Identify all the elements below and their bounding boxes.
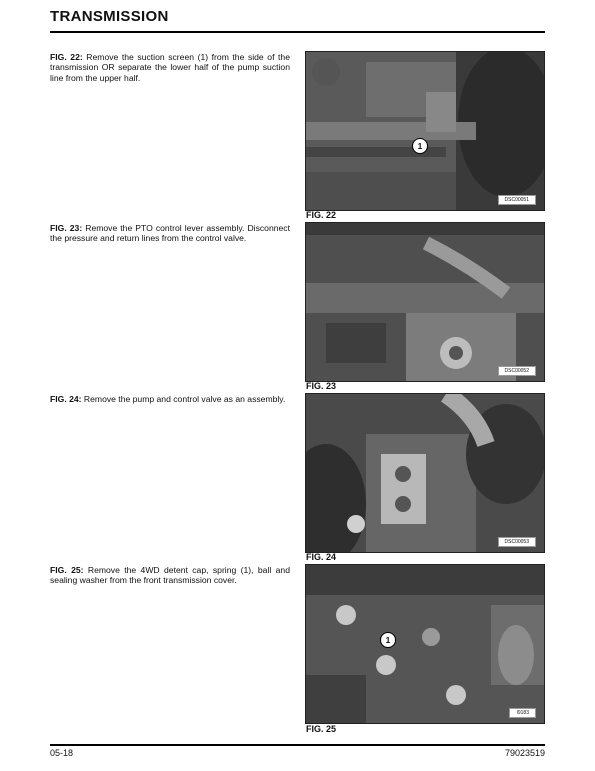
section-title: TRANSMISSION [50,8,169,25]
fig-24-ref: FIG. 24: [50,394,82,404]
fig-22-ref: FIG. 22: [50,52,83,62]
fig-25-photo-id: I9183 [509,708,536,718]
fig-25-callout: 1 [380,632,396,648]
fig-24-photo [305,393,545,553]
fig-23-ref: FIG. 23: [50,223,83,233]
fig-22-photo-id: DSC00051 [498,195,536,205]
fig-24-photo-id: DSC00053 [498,537,536,547]
header-rule [50,31,545,33]
fig-24-instruction: Remove the pump and control valve as an assembly. [81,394,286,404]
page-number: 05-18 [50,748,74,758]
fig-22-instruction: Remove the suction screen (1) from the side of the transmission OR separate the lower half of the pump suction line from the upper half. [50,52,290,83]
fig-22-callout: 1 [412,138,428,154]
step-fig-24-text [50,394,290,404]
fig-24-caption: FIG. 24 [306,552,337,562]
step-fig-22-text [50,52,290,83]
step-fig-25-text [50,565,290,586]
fig-25-caption: FIG. 25 [306,724,337,734]
fig-25-ref: FIG. 25: [50,565,84,575]
fig-23-instruction: Remove the PTO control lever assembly. Disconnect the pressure and return lines from the control valve. [50,223,290,244]
fig-23-photo-id: DSC00052 [498,366,536,376]
fig-22-photo [305,51,545,211]
document-number: 79023519 [504,748,545,758]
fig-25-photo [305,564,545,724]
footer-rule [50,744,545,746]
page-header [50,8,545,25]
fig-22-caption: FIG. 22 [306,210,337,220]
fig-23-photo [305,222,545,382]
fig-25-instruction: Remove the 4WD detent cap, spring (1), ball and sealing washer from the front transmission cover. [50,565,290,586]
step-fig-23-text [50,223,290,244]
fig-23-caption: FIG. 23 [306,381,337,391]
